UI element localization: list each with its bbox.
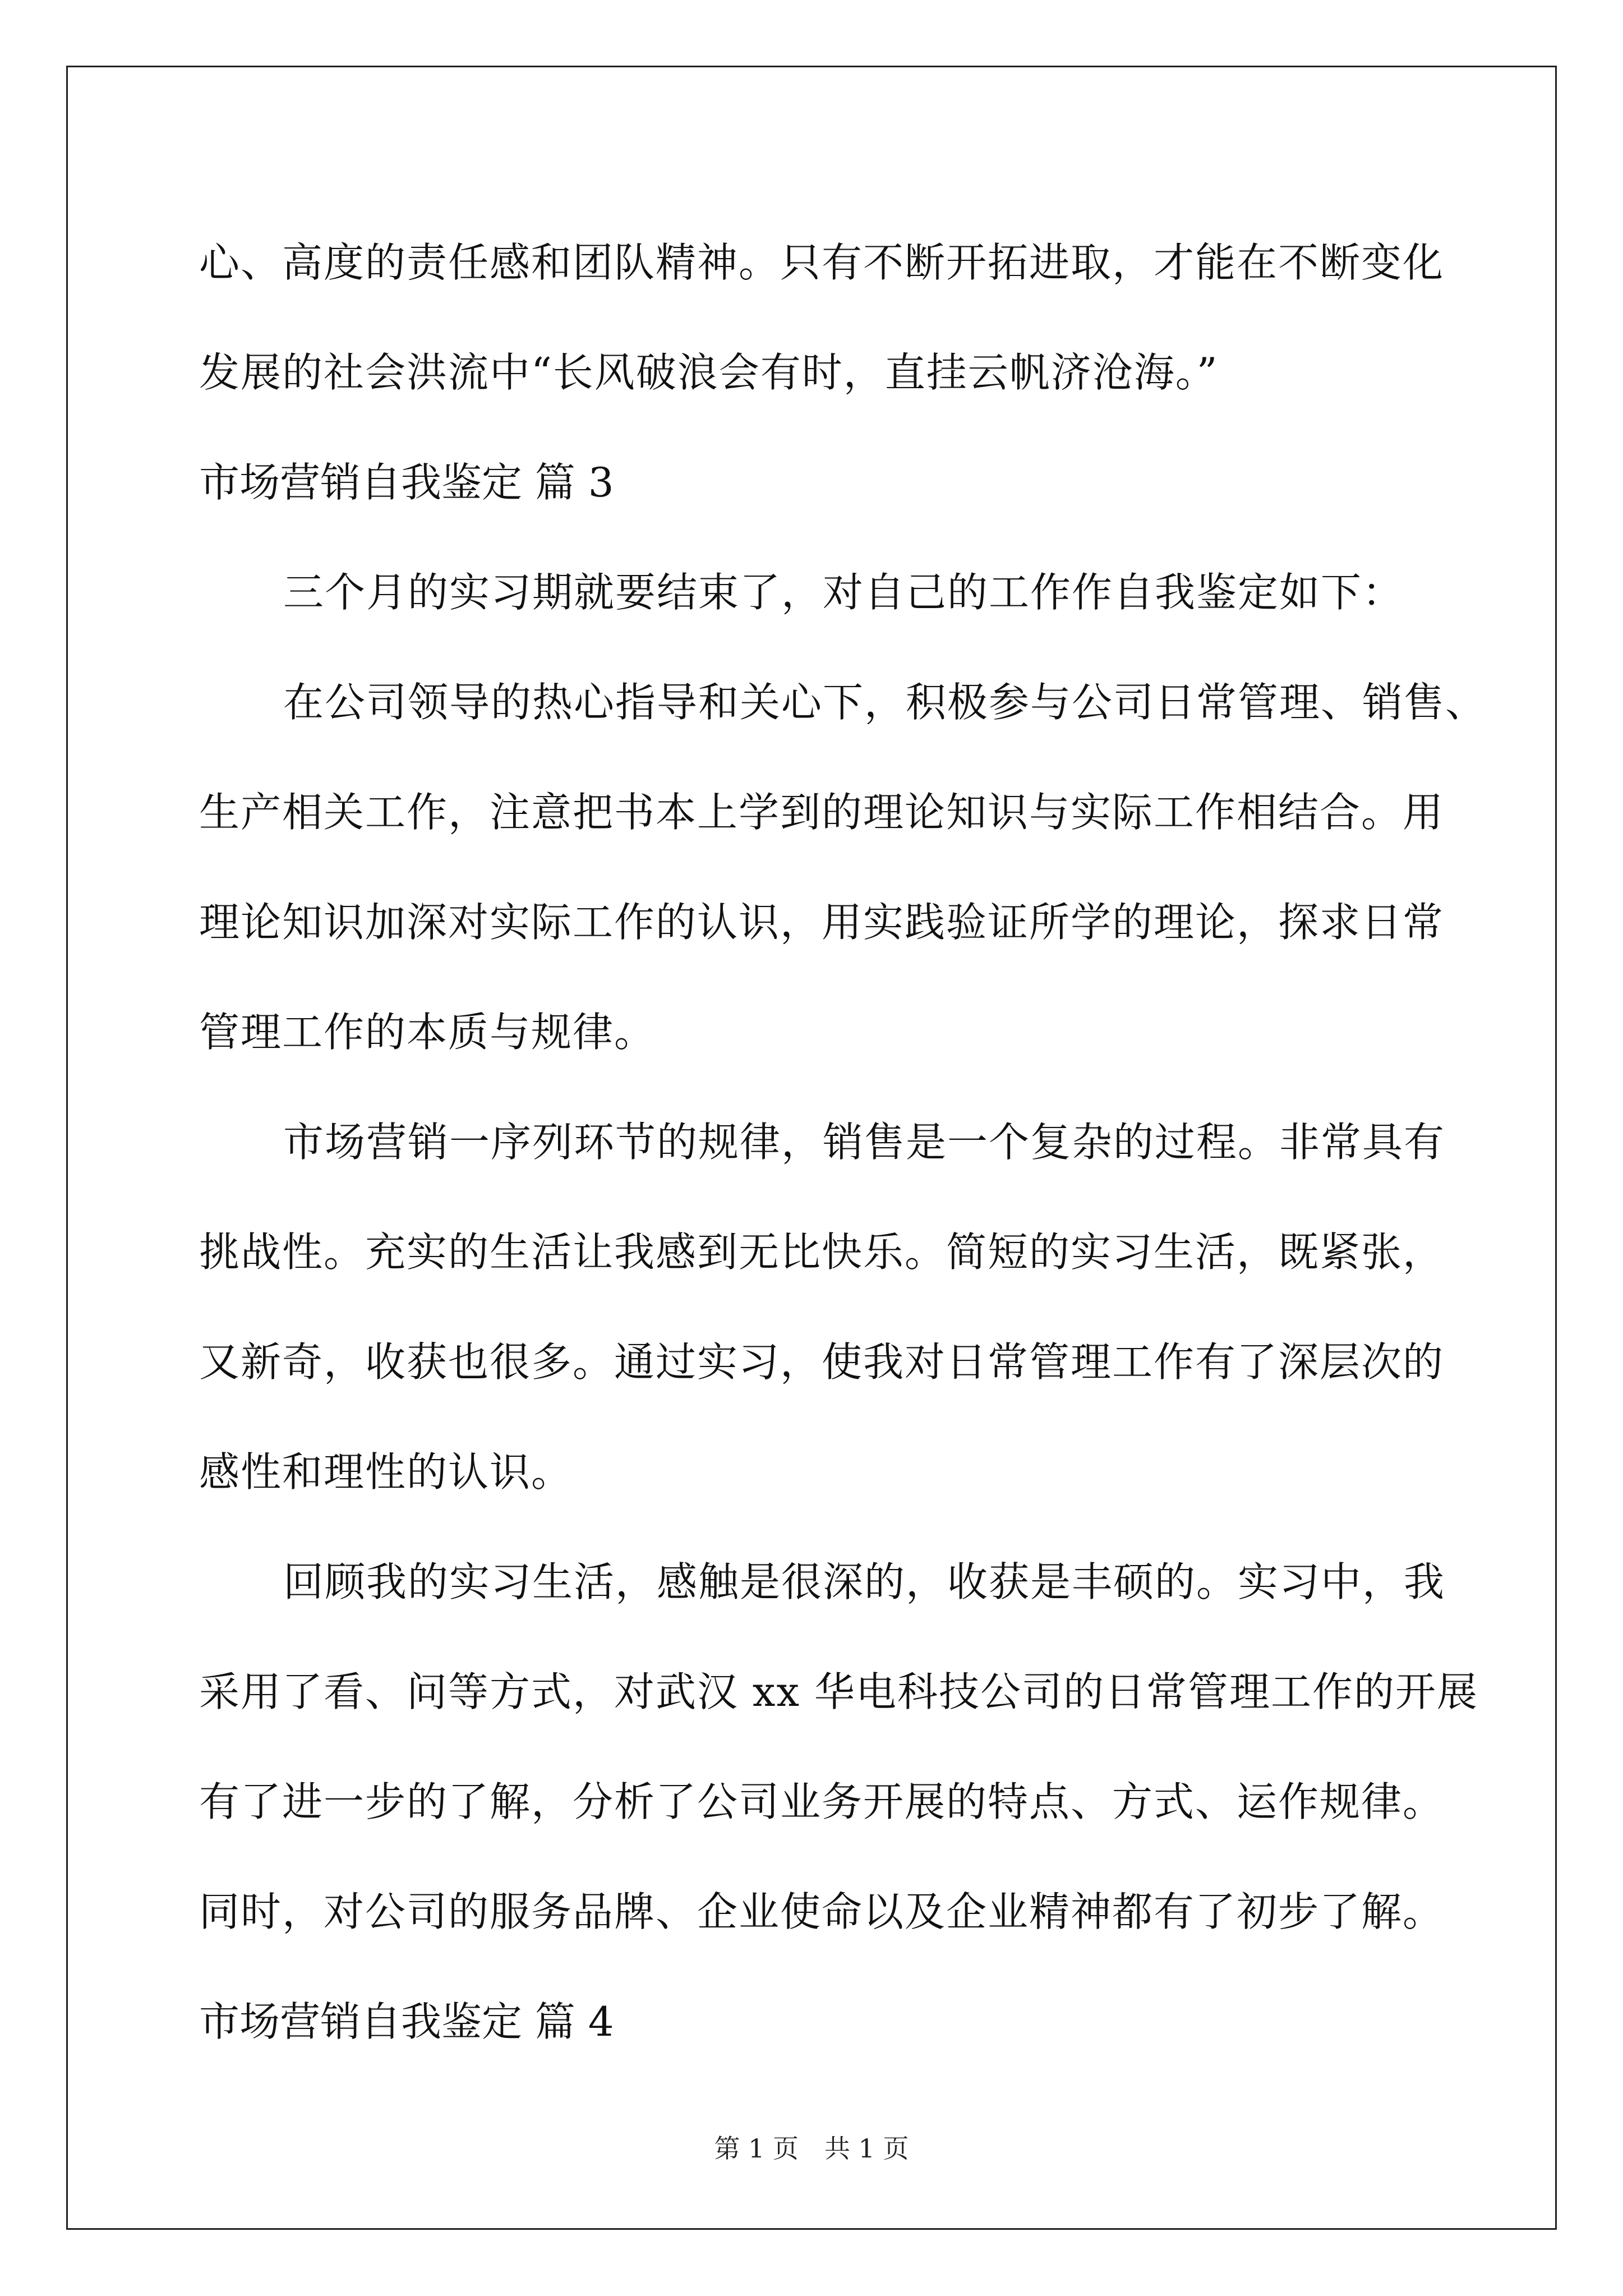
text-line: 同时，对公司的服务品牌、企业使命以及企业精神都有了初步了解。 <box>199 1888 1445 1935</box>
text-line: 理论知识加深对实际工作的认识，用实践验证所学的理论，探求日常 <box>199 899 1445 946</box>
text-line: 又新奇，收获也很多。通过实习，使我对日常管理工作有了深层次的 <box>199 1338 1445 1386</box>
text-line: 感性和理性的认识。 <box>199 1448 573 1496</box>
paragraph-first-line: 回顾我的实习生活，感触是很深的，收获是丰硕的。实习中，我 <box>283 1558 1446 1605</box>
text-line: 有了进一步的了解，分析了公司业务开展的特点、方式、运作规律。 <box>199 1778 1445 1825</box>
text-line: 采用了看、问等方式，对武汉 xx 华电科技公司的日常管理工作的开展 <box>199 1668 1478 1715</box>
section-heading: 市场营销自我鉴定 篇 4 <box>199 1998 614 2045</box>
paragraph-first-line: 三个月的实习期就要结束了，对自己的工作作自我鉴定如下： <box>283 569 1404 616</box>
page-number-footer: 第 1 页 共 1 页 <box>714 2133 909 2164</box>
paragraph-first-line: 在公司领导的热心指导和关心下，积极参与公司日常管理、销售、 <box>283 679 1487 726</box>
text-line: 心、高度的责任感和团队精神。只有不断开拓进取，才能在不断变化 <box>199 239 1445 286</box>
document-body <box>199 208 1487 2077</box>
section-heading: 市场营销自我鉴定 篇 3 <box>199 459 614 506</box>
paragraph-first-line: 市场营销一序列环节的规律，销售是一个复杂的过程。非常具有 <box>283 1119 1446 1166</box>
text-line: 挑战性。充实的生活让我感到无比快乐。简短的实习生活，既紧张， <box>199 1228 1445 1276</box>
text-line: 生产相关工作，注意把书本上学到的理论知识与实际工作相结合。用 <box>199 789 1445 836</box>
text-line: 发展的社会洪流中“长风破浪会有时，直挂云帆济沧海。” <box>199 349 1219 396</box>
text-line: 管理工作的本质与规律。 <box>199 1009 656 1056</box>
